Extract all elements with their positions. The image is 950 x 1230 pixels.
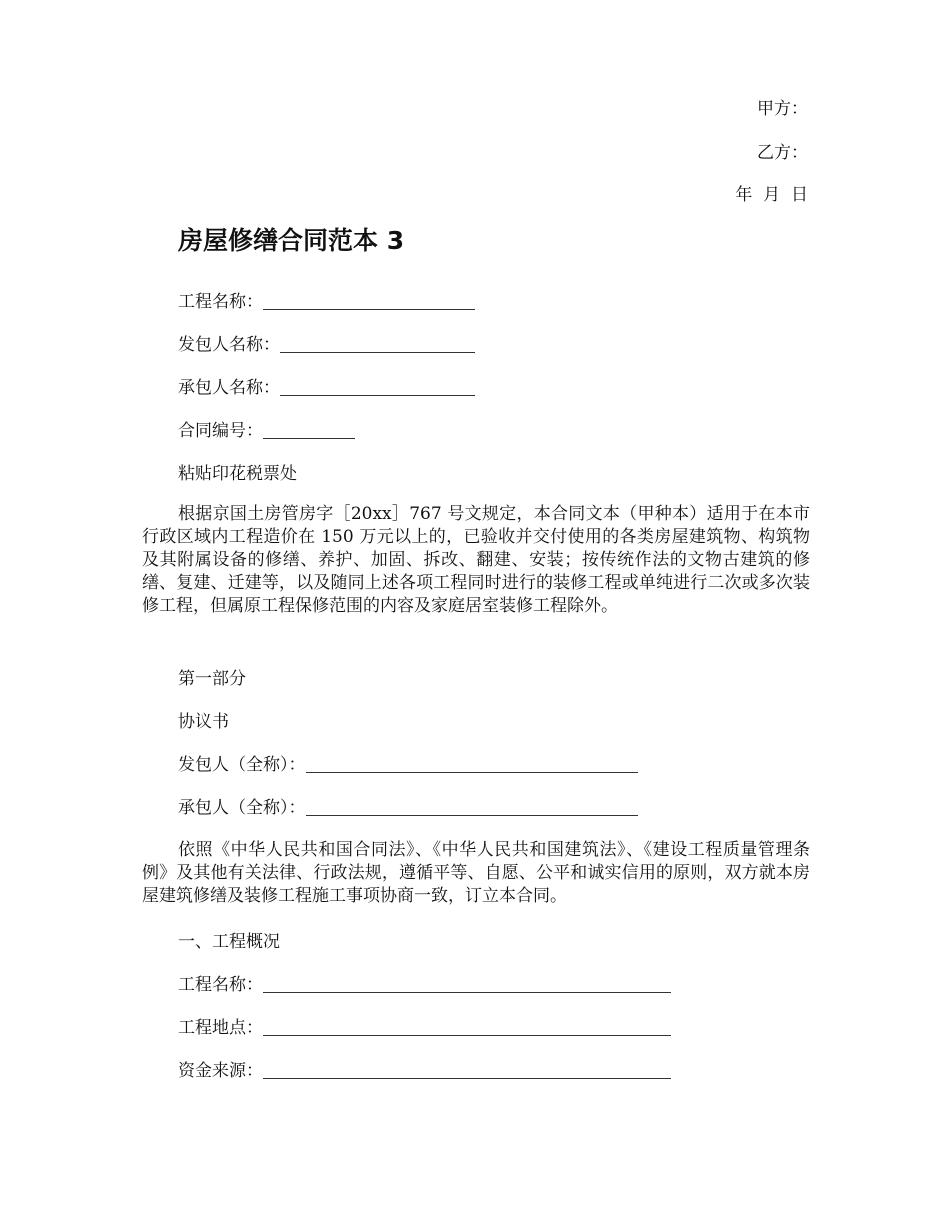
- project-field-location: [178, 1017, 671, 1039]
- party-b-signature: 乙方：: [757, 143, 808, 163]
- field-label: 工程名称：: [178, 292, 263, 312]
- fill-blank[interactable]: [263, 295, 475, 310]
- intro-paragraph: 根据京国土房管房字［20xx］767 号文规定，本合同文本（甲种本）适用于在本市行政区域内工程造价在 150 万元以上的，已验收并交付使用的各类房屋建筑物、构筑物及其附属设备的修缮、养护、加固、拆改、翻建、安装；按传统作法的文物古建筑的修缮、复建、迁建等，以及随同上述各项工程同时进行的装修工程或单纯进行二次或多次装修工程，但属原工程保修范围的内容及家庭居室装修工程除外。: [142, 504, 810, 616]
- document-title: 房屋修缮合同范本 3: [178, 226, 405, 255]
- fill-blank[interactable]: [280, 381, 475, 396]
- cover-field-employer-name: [178, 334, 475, 356]
- field-label: 发包人（全称）：: [178, 755, 306, 775]
- fill-blank[interactable]: [306, 801, 638, 816]
- fill-blank[interactable]: [263, 424, 355, 439]
- field-label: 发包人名称：: [178, 335, 280, 355]
- part-one-heading: 第一部分: [178, 669, 246, 689]
- stamp-note: 粘贴印花税票处: [178, 464, 297, 484]
- fill-blank[interactable]: [263, 978, 671, 993]
- project-field-name: [178, 974, 671, 996]
- party-a-signature: 甲方：: [757, 99, 808, 119]
- field-label: 承包人名称：: [178, 378, 280, 398]
- agreement-field-contractor: [178, 797, 638, 819]
- field-label: 资金来源：: [178, 1061, 263, 1081]
- cover-field-contractor-name: [178, 377, 475, 399]
- fill-blank[interactable]: [280, 338, 475, 353]
- cover-field-project-name: [178, 291, 475, 313]
- field-label: 合同编号：: [178, 421, 263, 441]
- agreement-heading: 协议书: [178, 712, 229, 732]
- field-label: 工程名称：: [178, 975, 263, 995]
- project-field-funding-source: [178, 1060, 671, 1082]
- fill-blank[interactable]: [263, 1064, 671, 1079]
- basis-paragraph: 依照《中华人民共和国合同法》、《中华人民共和国建筑法》、《建设工程质量管理条例》及其他有关法律、行政法规，遵循平等、自愿、公平和诚实信用的原则，双方就本房屋建筑修缮及装修工程施工事项协商一致，订立本合同。: [142, 840, 810, 906]
- field-label: 承包人（全称）：: [178, 798, 306, 818]
- fill-blank[interactable]: [263, 1021, 671, 1036]
- field-label: 工程地点：: [178, 1018, 263, 1038]
- section-one-heading: 一、工程概况: [178, 932, 280, 952]
- cover-field-contract-number: [178, 420, 355, 442]
- agreement-field-employer: [178, 754, 638, 776]
- signature-date: 年 月 日: [735, 185, 808, 205]
- fill-blank[interactable]: [306, 758, 638, 773]
